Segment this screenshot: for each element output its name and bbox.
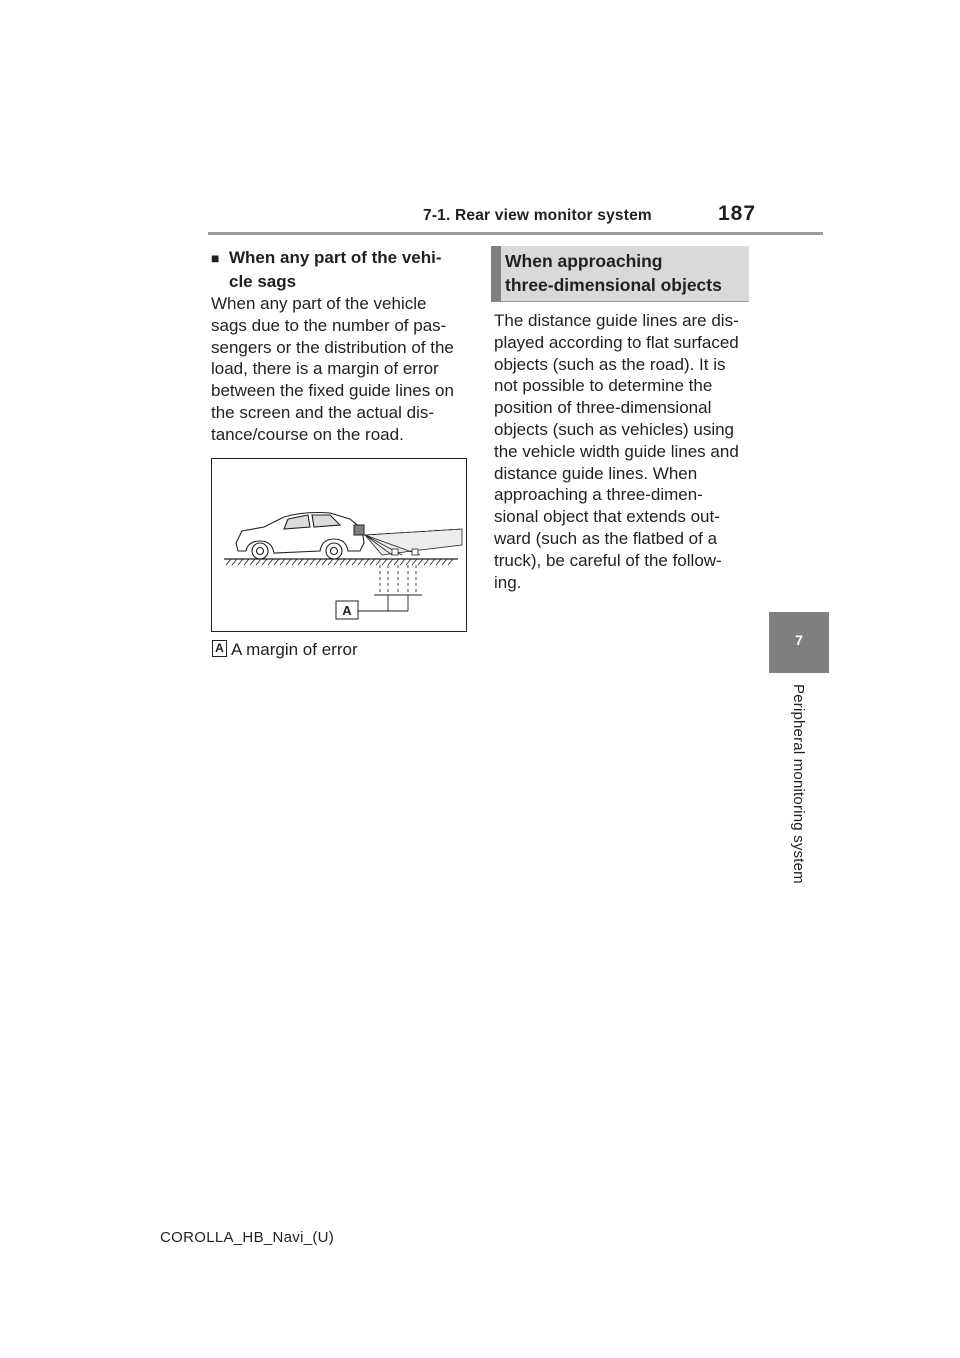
square-bullet-icon: ■ bbox=[211, 250, 220, 266]
body-line: objects (such as the road). It is bbox=[494, 354, 726, 374]
section-heading-line-1: When approaching bbox=[505, 251, 663, 271]
body-line: sags due to the number of pas- bbox=[211, 315, 447, 335]
body-line: sional object that extends out- bbox=[494, 507, 720, 527]
body-line: approaching a three-dimen- bbox=[494, 485, 703, 505]
header-section-title: 7-1. Rear view monitor system bbox=[423, 207, 652, 224]
camera-icon bbox=[354, 525, 364, 535]
left-body-text bbox=[211, 293, 471, 446]
body-line: the screen and the actual dis- bbox=[211, 402, 435, 422]
body-line: truck), be careful of the follow- bbox=[494, 550, 722, 570]
header-divider bbox=[208, 232, 823, 235]
body-line: The distance guide lines are dis- bbox=[494, 311, 739, 330]
body-line: distance guide lines. When bbox=[494, 463, 698, 483]
section-heading-box bbox=[491, 246, 749, 302]
section-heading-line-2: three-dimensional objects bbox=[505, 275, 722, 295]
page-number: 187 bbox=[718, 202, 757, 225]
body-line: the vehicle width guide lines and bbox=[494, 441, 739, 461]
footer-manual-code: COROLLA_HB_Navi_(U) bbox=[160, 1229, 335, 1246]
body-line: played according to flat surfaced bbox=[494, 332, 739, 352]
chapter-tab bbox=[769, 612, 829, 673]
sub-heading-line-1: When any part of the vehi- bbox=[229, 248, 442, 267]
caption-badge-a: A bbox=[212, 640, 227, 657]
body-line: load, there is a margin of error bbox=[211, 359, 439, 379]
car-icon bbox=[236, 513, 364, 560]
sub-heading-line-2: cle sags bbox=[229, 272, 297, 291]
body-line: position of three-dimensional bbox=[494, 398, 712, 418]
chapter-side-label: Peripheral monitoring system bbox=[790, 684, 807, 884]
sub-heading bbox=[211, 246, 466, 294]
right-body-text bbox=[494, 310, 756, 593]
body-line: When any part of the vehicle bbox=[211, 294, 427, 313]
sagging-vehicle-illustration bbox=[211, 458, 467, 632]
figure-caption bbox=[212, 640, 358, 660]
caption-text: A margin of error bbox=[231, 640, 358, 659]
guide-drop-lines bbox=[380, 565, 416, 595]
body-line: not possible to determine the bbox=[494, 376, 713, 396]
body-line: objects (such as vehicles) using bbox=[494, 419, 735, 439]
body-line: sengers or the distribution of the bbox=[211, 337, 454, 357]
body-line: between the fixed guide lines on bbox=[211, 381, 454, 401]
body-line: tance/course on the road. bbox=[211, 424, 404, 444]
car-diagram-svg bbox=[212, 459, 468, 633]
body-line: ward (such as the flatbed of a bbox=[494, 528, 718, 548]
ground-hatching bbox=[226, 559, 453, 565]
chapter-tab-number: 7 bbox=[795, 632, 803, 648]
section-heading bbox=[505, 249, 722, 297]
body-line: ing. bbox=[494, 572, 522, 592]
figure-label-a: A bbox=[342, 603, 352, 618]
